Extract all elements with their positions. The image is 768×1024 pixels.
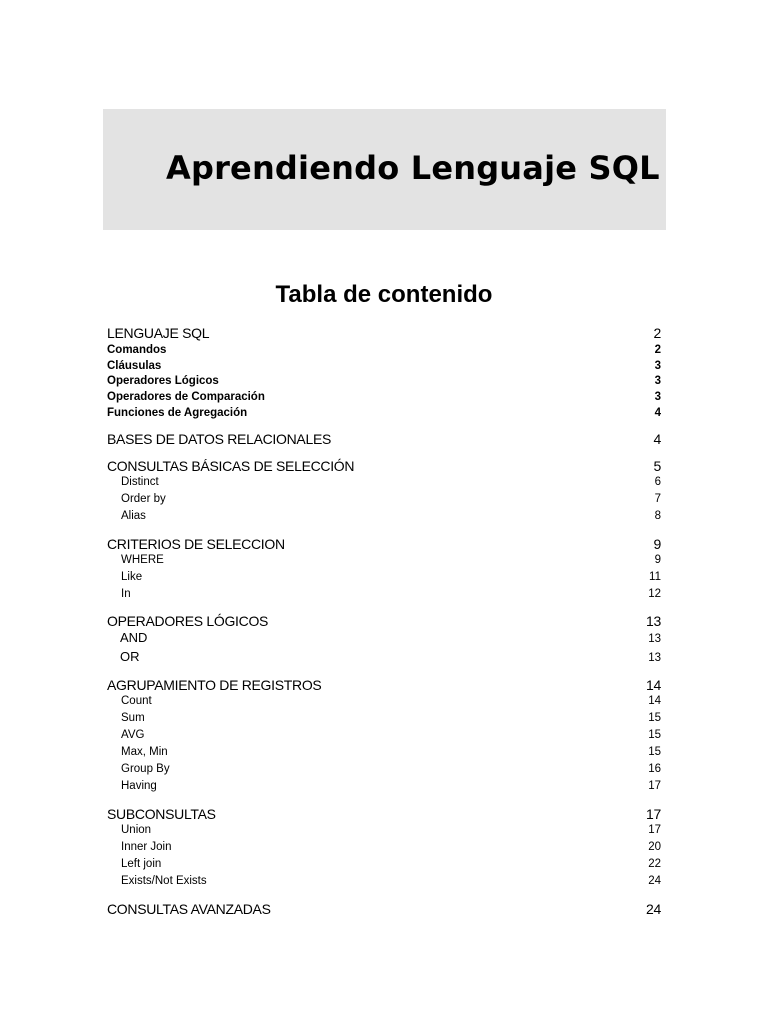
toc-entry-section[interactable]: [107, 805, 661, 823]
toc-entry-page: 8: [654, 510, 661, 522]
toc-entry-label: In: [121, 588, 131, 600]
toc-entry-item[interactable]: [107, 649, 661, 666]
toc-entry-page: 7: [654, 493, 661, 505]
toc-entry-label: Exists/Not Exists: [121, 875, 207, 887]
toc-entry-item[interactable]: [107, 762, 661, 776]
toc-entry-label: Distinct: [121, 476, 159, 488]
toc-entry-page: 17: [646, 806, 661, 822]
toc-entry-page: 5: [653, 458, 661, 474]
toc-entry-item[interactable]: [107, 694, 661, 708]
toc-entry-section[interactable]: [107, 535, 661, 553]
toc-entry-item[interactable]: [107, 840, 661, 854]
toc-entry-page: 3: [654, 375, 661, 387]
toc-entry-label: Like: [121, 571, 143, 583]
toc-entry-label: Order by: [121, 493, 166, 505]
toc-entry-item[interactable]: [107, 509, 661, 523]
toc-entry-page: 17: [648, 780, 661, 792]
toc-entry-label: SUBCONSULTAS: [107, 806, 216, 822]
toc-entry-label: AVG: [121, 729, 145, 741]
toc-entry-page: 17: [648, 824, 661, 836]
toc-entry-page: 3: [654, 391, 661, 403]
toc-entry-section[interactable]: [107, 612, 661, 630]
toc-entry-page: 15: [648, 712, 661, 724]
toc-entry-subsection[interactable]: [107, 359, 661, 373]
toc-entry-item[interactable]: [107, 745, 661, 759]
toc-entry-page: 15: [648, 746, 661, 758]
toc-entry-label: Count: [121, 695, 152, 707]
toc-entry-label: OR: [120, 649, 140, 664]
toc-entry-page: 20: [648, 841, 661, 853]
toc-entry-label: LENGUAJE SQL: [107, 325, 210, 341]
toc-entry-page: 13: [648, 633, 661, 645]
toc-entry-subsection[interactable]: [107, 374, 661, 388]
toc-entry-item[interactable]: [107, 728, 661, 742]
toc-entry-page: 13: [648, 652, 661, 664]
toc-entry-section[interactable]: [107, 900, 661, 918]
toc-entry-label: AND: [120, 630, 148, 645]
toc-entry-section[interactable]: [107, 430, 661, 448]
toc-entry-subsection[interactable]: [107, 343, 661, 357]
toc-entry-subsection[interactable]: [107, 406, 661, 420]
toc-entry-item[interactable]: [107, 779, 661, 793]
toc-entry-item[interactable]: [107, 553, 661, 567]
toc-entry-page: 2: [654, 344, 661, 356]
toc-entry-section[interactable]: [107, 457, 661, 475]
toc-entry-label: CONSULTAS BÁSICAS DE SELECCIÓN: [107, 458, 355, 474]
toc-entry-item[interactable]: [107, 823, 661, 837]
toc-entry-section[interactable]: [107, 676, 661, 694]
toc-entry-page: 2: [653, 325, 661, 341]
toc-entry-page: 12: [648, 588, 661, 600]
toc-entry-page: 9: [654, 554, 661, 566]
toc-entry-label: Left join: [121, 858, 162, 870]
toc-entry-item[interactable]: [107, 630, 661, 647]
toc-entry-label: AGRUPAMIENTO DE REGISTROS: [107, 677, 322, 693]
toc-entry-label: Funciones de Agregación: [107, 407, 248, 419]
toc-entry-page: 24: [646, 901, 661, 917]
toc-entry-page: 24: [648, 875, 661, 887]
toc-entry-label: WHERE: [121, 554, 164, 566]
toc-entry-item[interactable]: [107, 711, 661, 725]
toc-entry-page: 14: [646, 677, 661, 693]
toc-heading: Tabla de contenido: [275, 281, 493, 308]
toc-entry-label: Operadores Lógicos: [107, 375, 219, 387]
toc-entry-label: Sum: [121, 712, 145, 724]
toc-entry-label: Union: [121, 824, 152, 836]
toc-entry-item[interactable]: [107, 475, 661, 489]
toc-entry-label: Comandos: [107, 344, 167, 356]
toc-entry-label: Group By: [121, 763, 170, 775]
toc-entry-label: Having: [121, 780, 157, 792]
toc-entry-page: 14: [648, 695, 661, 707]
toc-entry-page: 4: [654, 407, 661, 419]
toc-entry-label: Inner Join: [121, 841, 172, 853]
toc-entry-page: 3: [654, 360, 661, 372]
toc-entry-label: CONSULTAS AVANZADAS: [107, 901, 271, 917]
toc-entry-label: Operadores de Comparación: [107, 391, 265, 403]
toc-entry-page: 15: [648, 729, 661, 741]
toc-entry-section[interactable]: [107, 324, 661, 342]
toc-entry-page: 16: [648, 763, 661, 775]
toc-entry-item[interactable]: [107, 587, 661, 601]
toc-entry-label: Max, Min: [121, 746, 168, 758]
toc-entry-page: 22: [648, 858, 661, 870]
toc-entry-page: 11: [649, 571, 661, 583]
toc-entry-item[interactable]: [107, 857, 661, 871]
toc-entry-label: OPERADORES LÓGICOS: [107, 613, 269, 629]
toc-entry-item[interactable]: [107, 874, 661, 888]
toc-entry-item[interactable]: [107, 570, 661, 584]
toc-entry-label: Alias: [121, 510, 146, 522]
toc-entry-label: Cláusulas: [107, 360, 162, 372]
toc-entry-label: CRITERIOS DE SELECCION: [107, 536, 285, 552]
toc-entry-page: 9: [653, 536, 661, 552]
toc-entry-page: 6: [654, 476, 661, 488]
toc-entry-page: 4: [653, 431, 661, 447]
toc-entry-label: BASES DE DATOS RELACIONALES: [107, 431, 332, 447]
document-title: Aprendiendo Lenguaje SQL: [166, 149, 660, 187]
toc-entry-subsection[interactable]: [107, 390, 661, 404]
toc-entry-page: 13: [646, 613, 661, 629]
toc-entry-item[interactable]: [107, 492, 661, 506]
